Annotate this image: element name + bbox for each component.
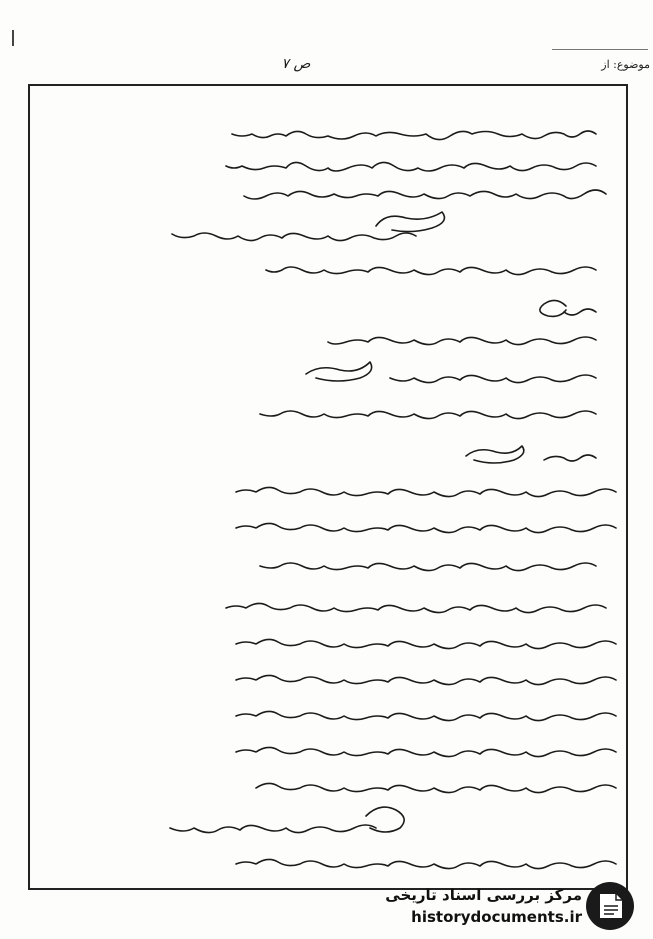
handwriting-line (236, 523, 616, 532)
handwriting-line (232, 131, 596, 140)
header-rule (552, 49, 648, 50)
handwriting-line (172, 233, 416, 241)
handwriting-line (236, 859, 616, 868)
handwritten-text-body (36, 100, 624, 880)
document-archive-icon (584, 880, 636, 932)
handwriting-line (390, 375, 596, 383)
handwriting-line (170, 825, 376, 833)
header-subject-label: موضوع: از (601, 58, 650, 71)
page-number: ص ۷ (281, 56, 311, 72)
footer-org-name: مرکز بررسی اسناد تاریخی (385, 886, 582, 904)
footer-watermark (360, 884, 582, 932)
handwriting-line (244, 190, 606, 199)
handwriting-line (376, 212, 444, 232)
handwriting-line (466, 446, 524, 463)
footer-url: historydocuments.ir (411, 908, 582, 926)
handwriting-line (260, 563, 596, 571)
handwriting-line (544, 455, 596, 461)
handwriting-line (226, 603, 606, 612)
handwriting-line (564, 309, 596, 315)
handwriting-line (260, 411, 596, 419)
handwriting-line (236, 711, 616, 720)
handwriting-line (236, 487, 616, 496)
handwriting-line (328, 337, 596, 345)
handwriting-line (236, 639, 616, 648)
handwriting-line (236, 675, 616, 684)
handwriting-line (236, 747, 616, 756)
handwriting-line (306, 362, 372, 381)
handwriting-line (366, 807, 404, 832)
margin-tick-mark (12, 30, 14, 46)
handwriting-line (256, 783, 616, 792)
handwriting-line (226, 162, 596, 171)
handwriting-line (266, 267, 596, 275)
handwriting-line (540, 300, 566, 316)
